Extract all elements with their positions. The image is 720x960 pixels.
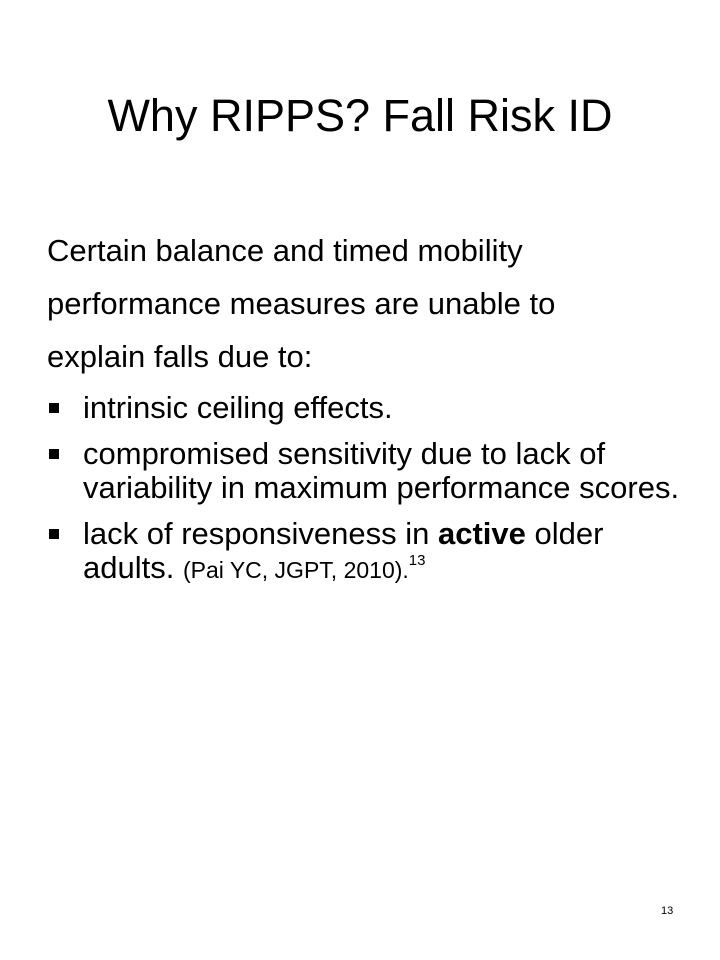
page-number: 13 xyxy=(661,905,674,917)
bullet-text: intrinsic ceiling effects. xyxy=(83,390,393,425)
slide-title: Why RIPPS? Fall Risk ID xyxy=(107,90,613,141)
bullet-text: compromised sensitivity due to lack of variability in maximum performance scores. xyxy=(83,436,680,505)
bullet-item xyxy=(47,437,687,505)
bullet-item xyxy=(47,517,687,587)
square-bullet-icon xyxy=(49,529,59,539)
bullet-item xyxy=(47,391,687,425)
citation: (Pai YC, JGPT, 2010). xyxy=(182,557,409,583)
bullet-emphasis: active xyxy=(437,516,526,551)
intro-line: explain falls due to: xyxy=(47,339,313,374)
square-bullet-icon xyxy=(49,403,59,413)
bullet-text-end: older adults. xyxy=(83,516,604,585)
slide-body xyxy=(47,224,687,587)
bullet-list xyxy=(47,391,687,587)
reference-superscript: 13 xyxy=(408,552,426,569)
bullet-text-start: lack of responsiveness in xyxy=(83,516,438,551)
intro-line: performance measures are unable to xyxy=(47,286,556,321)
square-bullet-icon xyxy=(49,449,59,459)
intro-line: Certain balance and timed mobility xyxy=(47,233,523,268)
